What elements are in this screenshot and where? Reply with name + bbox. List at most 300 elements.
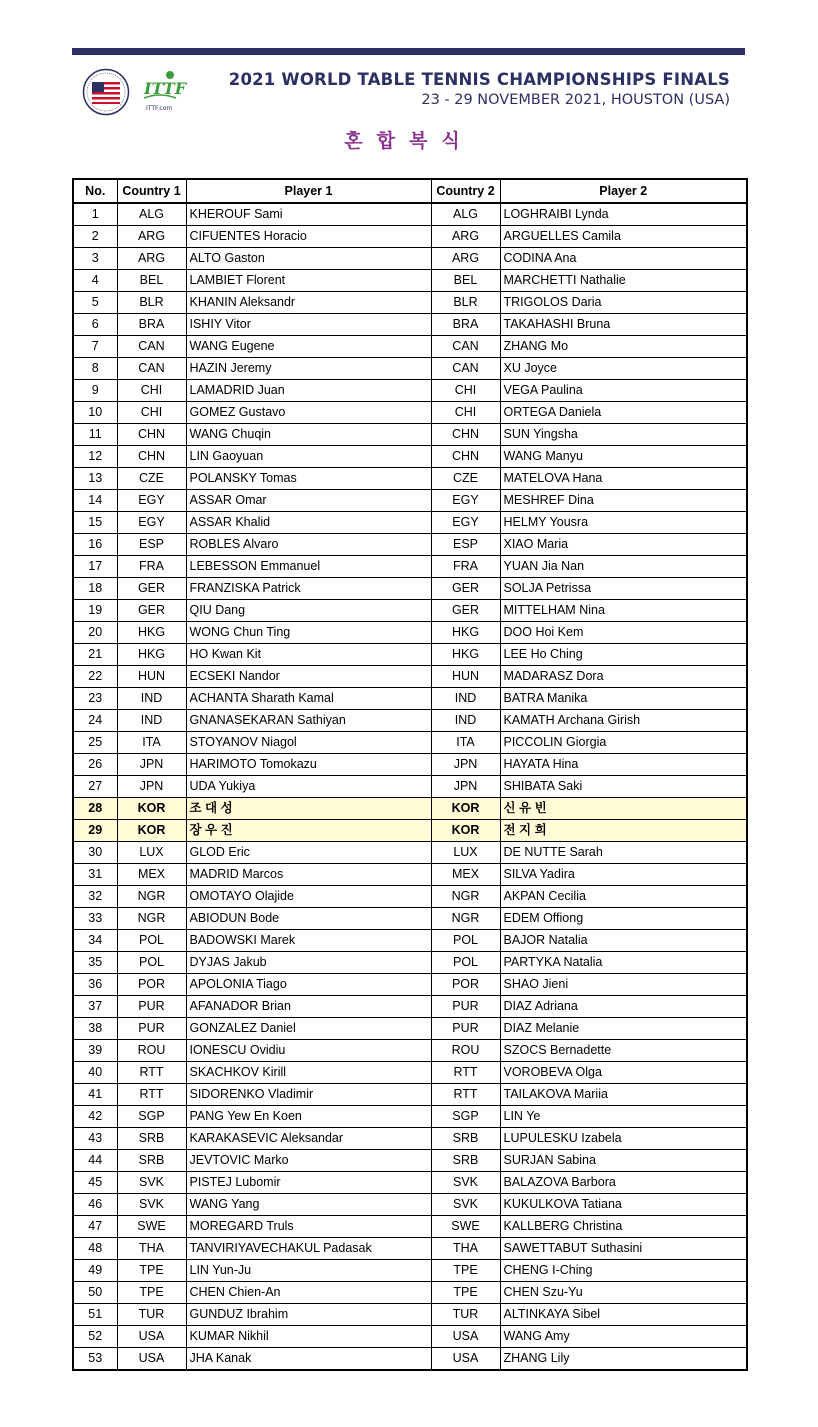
row-number-cell: 43 (73, 1128, 117, 1150)
player-2-cell: EDEM Offiong (500, 908, 747, 930)
country-2-cell: BRA (431, 314, 500, 336)
table-row (73, 534, 747, 556)
country-1-cell: NGR (117, 908, 186, 930)
row-number-cell: 22 (73, 666, 117, 688)
col-header-country-1: Country 1 (117, 179, 186, 203)
row-number-cell: 53 (73, 1348, 117, 1371)
player-1-cell: DYJAS Jakub (186, 952, 431, 974)
row-number-cell: 28 (73, 798, 117, 820)
player-1-cell: 조 대 성 (186, 798, 431, 820)
table-row (73, 1084, 747, 1106)
country-2-cell: POL (431, 930, 500, 952)
country-2-cell: ARG (431, 248, 500, 270)
country-1-cell: EGY (117, 512, 186, 534)
player-2-cell: TRIGOLOS Daria (500, 292, 747, 314)
header-top-bar (72, 48, 745, 55)
player-2-cell: SURJAN Sabina (500, 1150, 747, 1172)
row-number-cell: 35 (73, 952, 117, 974)
player-2-cell: AKPAN Cecilia (500, 886, 747, 908)
player-1-cell: PANG Yew En Koen (186, 1106, 431, 1128)
player-1-cell: MADRID Marcos (186, 864, 431, 886)
country-1-cell: HKG (117, 622, 186, 644)
row-number-cell: 46 (73, 1194, 117, 1216)
player-2-cell: MARCHETTI Nathalie (500, 270, 747, 292)
player-1-cell: AFANADOR Brian (186, 996, 431, 1018)
event-name: 혼합복식 (344, 130, 474, 152)
player-1-cell: ISHIY Vitor (186, 314, 431, 336)
table-row (73, 270, 747, 292)
country-2-cell: PUR (431, 1018, 500, 1040)
player-1-cell: HO Kwan Kit (186, 644, 431, 666)
country-2-cell: SWE (431, 1216, 500, 1238)
table-row (73, 336, 747, 358)
country-1-cell: IND (117, 710, 186, 732)
table-row (73, 1062, 747, 1084)
player-1-cell: KUMAR Nikhil (186, 1326, 431, 1348)
page-subtitle: 23 - 29 NOVEMBER 2021, HOUSTON (USA) (421, 92, 730, 108)
player-2-cell: HAYATA Hina (500, 754, 747, 776)
col-header-player-2: Player 2 (500, 179, 747, 203)
col-header-country-2: Country 2 (431, 179, 500, 203)
row-number-cell: 21 (73, 644, 117, 666)
player-1-cell: BADOWSKI Marek (186, 930, 431, 952)
country-2-cell: BEL (431, 270, 500, 292)
col-header-player-1: Player 1 (186, 179, 431, 203)
player-1-cell: CHEN Chien-An (186, 1282, 431, 1304)
player-1-cell: TANVIRIYAVECHAKUL Padasak (186, 1238, 431, 1260)
country-2-cell: CHN (431, 446, 500, 468)
player-2-cell: XIAO Maria (500, 534, 747, 556)
player-2-cell: PARTYKA Natalia (500, 952, 747, 974)
table-row (73, 226, 747, 248)
row-number-cell: 48 (73, 1238, 117, 1260)
country-2-cell: USA (431, 1348, 500, 1371)
table-row (73, 1348, 747, 1371)
country-2-cell: RTT (431, 1062, 500, 1084)
country-1-cell: USA (117, 1326, 186, 1348)
player-1-cell: ASSAR Khalid (186, 512, 431, 534)
table-row (73, 666, 747, 688)
table-row (73, 490, 747, 512)
player-1-cell: SKACHKOV Kirill (186, 1062, 431, 1084)
player-2-cell: MADARASZ Dora (500, 666, 747, 688)
row-number-cell: 40 (73, 1062, 117, 1084)
country-2-cell: CAN (431, 358, 500, 380)
col-header-no: No. (73, 179, 117, 203)
player-2-cell: MITTELHAM Nina (500, 600, 747, 622)
player-2-cell: LIN Ye (500, 1106, 747, 1128)
country-2-cell: SRB (431, 1128, 500, 1150)
row-number-cell: 12 (73, 446, 117, 468)
table-row (73, 1040, 747, 1062)
table-row (73, 710, 747, 732)
ittf-logo-text: ITTF (144, 79, 187, 98)
country-1-cell: NGR (117, 886, 186, 908)
table-row (73, 402, 747, 424)
row-number-cell: 32 (73, 886, 117, 908)
row-number-cell: 13 (73, 468, 117, 490)
player-1-cell: KHANIN Aleksandr (186, 292, 431, 314)
player-1-cell: ABIODUN Bode (186, 908, 431, 930)
table-row (73, 358, 747, 380)
table-row (73, 996, 747, 1018)
country-2-cell: ARG (431, 226, 500, 248)
player-2-cell: ARGUELLES Camila (500, 226, 747, 248)
player-2-cell: BALAZOVA Barbora (500, 1172, 747, 1194)
row-number-cell: 51 (73, 1304, 117, 1326)
country-2-cell: MEX (431, 864, 500, 886)
row-number-cell: 20 (73, 622, 117, 644)
player-1-cell: SIDORENKO Vladimir (186, 1084, 431, 1106)
player-2-cell: TAILAKOVA Mariia (500, 1084, 747, 1106)
table-row (73, 754, 747, 776)
row-number-cell: 30 (73, 842, 117, 864)
player-2-cell: CODINA Ana (500, 248, 747, 270)
row-number-cell: 29 (73, 820, 117, 842)
row-number-cell: 17 (73, 556, 117, 578)
country-2-cell: LUX (431, 842, 500, 864)
player-1-cell: FRANZISKA Patrick (186, 578, 431, 600)
table-row (73, 446, 747, 468)
player-2-cell: KAMATH Archana Girish (500, 710, 747, 732)
country-1-cell: ALG (117, 203, 186, 226)
row-number-cell: 4 (73, 270, 117, 292)
player-2-cell: WANG Manyu (500, 446, 747, 468)
player-1-cell: ROBLES Alvaro (186, 534, 431, 556)
country-2-cell: HKG (431, 644, 500, 666)
ittf-url: ITTF.com (146, 105, 173, 112)
row-number-cell: 38 (73, 1018, 117, 1040)
player-1-cell: CIFUENTES Horacio (186, 226, 431, 248)
country-2-cell: EGY (431, 512, 500, 534)
row-number-cell: 52 (73, 1326, 117, 1348)
row-number-cell: 24 (73, 710, 117, 732)
country-2-cell: PUR (431, 996, 500, 1018)
table-row (73, 600, 747, 622)
player-2-cell: ORTEGA Daniela (500, 402, 747, 424)
row-number-cell: 33 (73, 908, 117, 930)
row-number-cell: 1 (73, 203, 117, 226)
player-2-cell: SHAO Jieni (500, 974, 747, 996)
player-1-cell: HARIMOTO Tomokazu (186, 754, 431, 776)
table-row (73, 1304, 747, 1326)
country-2-cell: CHI (431, 402, 500, 424)
table-row (73, 688, 747, 710)
player-1-cell: POLANSKY Tomas (186, 468, 431, 490)
country-2-cell: SVK (431, 1194, 500, 1216)
country-2-cell: NGR (431, 886, 500, 908)
player-1-cell: QIU Dang (186, 600, 431, 622)
player-2-cell: 신 유 빈 (500, 798, 747, 820)
country-2-cell: HKG (431, 622, 500, 644)
player-1-cell: GLOD Eric (186, 842, 431, 864)
country-1-cell: PUR (117, 1018, 186, 1040)
row-number-cell: 45 (73, 1172, 117, 1194)
row-number-cell: 31 (73, 864, 117, 886)
table-row (73, 380, 747, 402)
country-1-cell: SGP (117, 1106, 186, 1128)
country-2-cell: ESP (431, 534, 500, 556)
row-number-cell: 18 (73, 578, 117, 600)
player-2-cell: WANG Amy (500, 1326, 747, 1348)
country-1-cell: SWE (117, 1216, 186, 1238)
player-2-cell: VEGA Paulina (500, 380, 747, 402)
ittf-logo (140, 66, 187, 114)
player-1-cell: STOYANOV Niagol (186, 732, 431, 754)
table-row (73, 556, 747, 578)
table-row (73, 1260, 747, 1282)
table-row (73, 248, 747, 270)
country-1-cell: TUR (117, 1304, 186, 1326)
player-2-cell: YUAN Jia Nan (500, 556, 747, 578)
country-1-cell: POR (117, 974, 186, 996)
country-1-cell: ESP (117, 534, 186, 556)
table-row (73, 578, 747, 600)
table-row (73, 1238, 747, 1260)
row-number-cell: 39 (73, 1040, 117, 1062)
country-2-cell: POL (431, 952, 500, 974)
table-row (73, 886, 747, 908)
country-2-cell: BLR (431, 292, 500, 314)
country-1-cell: GER (117, 600, 186, 622)
country-1-cell: RTT (117, 1084, 186, 1106)
country-1-cell: HUN (117, 666, 186, 688)
country-1-cell: BLR (117, 292, 186, 314)
country-1-cell: KOR (117, 820, 186, 842)
player-1-cell: ALTO Gaston (186, 248, 431, 270)
country-1-cell: BRA (117, 314, 186, 336)
country-2-cell: POR (431, 974, 500, 996)
country-2-cell: SGP (431, 1106, 500, 1128)
player-1-cell: OMOTAYO Olajide (186, 886, 431, 908)
table-row (73, 512, 747, 534)
country-1-cell: PUR (117, 996, 186, 1018)
player-1-cell: LAMADRID Juan (186, 380, 431, 402)
player-1-cell: KARAKASEVIC Aleksandar (186, 1128, 431, 1150)
player-1-cell: KHEROUF Sami (186, 203, 431, 226)
country-1-cell: ARG (117, 226, 186, 248)
player-1-cell: GONZALEZ Daniel (186, 1018, 431, 1040)
table-row (73, 974, 747, 996)
country-1-cell: ROU (117, 1040, 186, 1062)
table-row (73, 908, 747, 930)
country-1-cell: SVK (117, 1172, 186, 1194)
country-1-cell: RTT (117, 1062, 186, 1084)
table-row (73, 468, 747, 490)
player-1-cell: GOMEZ Gustavo (186, 402, 431, 424)
country-1-cell: SRB (117, 1150, 186, 1172)
row-number-cell: 6 (73, 314, 117, 336)
player-2-cell: 전 지 희 (500, 820, 747, 842)
country-1-cell: TPE (117, 1282, 186, 1304)
player-1-cell: IONESCU Ovidiu (186, 1040, 431, 1062)
player-1-cell: GUNDUZ Ibrahim (186, 1304, 431, 1326)
row-number-cell: 5 (73, 292, 117, 314)
country-2-cell: NGR (431, 908, 500, 930)
country-1-cell: MEX (117, 864, 186, 886)
player-2-cell: CHENG I-Ching (500, 1260, 747, 1282)
country-2-cell: IND (431, 710, 500, 732)
country-2-cell: CZE (431, 468, 500, 490)
player-2-cell: ZHANG Lily (500, 1348, 747, 1371)
table-row (73, 798, 747, 820)
player-2-cell: SOLJA Petrissa (500, 578, 747, 600)
country-1-cell: CHI (117, 402, 186, 424)
table-row (73, 1194, 747, 1216)
row-number-cell: 50 (73, 1282, 117, 1304)
player-1-cell: HAZIN Jeremy (186, 358, 431, 380)
country-2-cell: TUR (431, 1304, 500, 1326)
row-number-cell: 41 (73, 1084, 117, 1106)
player-2-cell: PICCOLIN Giorgia (500, 732, 747, 754)
table-row (73, 644, 747, 666)
row-number-cell: 23 (73, 688, 117, 710)
country-2-cell: THA (431, 1238, 500, 1260)
row-number-cell: 42 (73, 1106, 117, 1128)
player-1-cell: LIN Yun-Ju (186, 1260, 431, 1282)
country-2-cell: JPN (431, 776, 500, 798)
player-2-cell: LUPULESKU Izabela (500, 1128, 747, 1150)
row-number-cell: 36 (73, 974, 117, 996)
table-row (73, 622, 747, 644)
player-1-cell: WANG Chuqin (186, 424, 431, 446)
table-row (73, 424, 747, 446)
country-1-cell: LUX (117, 842, 186, 864)
table-row (73, 776, 747, 798)
country-2-cell: USA (431, 1326, 500, 1348)
country-2-cell: GER (431, 600, 500, 622)
country-2-cell: TPE (431, 1260, 500, 1282)
player-2-cell: KUKULKOVA Tatiana (500, 1194, 747, 1216)
row-number-cell: 19 (73, 600, 117, 622)
country-2-cell: RTT (431, 1084, 500, 1106)
player-1-cell: GNANASEKARAN Sathiyan (186, 710, 431, 732)
table-row (73, 1018, 747, 1040)
player-2-cell: SILVA Yadira (500, 864, 747, 886)
row-number-cell: 37 (73, 996, 117, 1018)
country-1-cell: CHI (117, 380, 186, 402)
player-2-cell: MATELOVA Hana (500, 468, 747, 490)
country-2-cell: KOR (431, 820, 500, 842)
player-1-cell: ASSAR Omar (186, 490, 431, 512)
entries-table (72, 178, 748, 1371)
country-2-cell: HUN (431, 666, 500, 688)
country-1-cell: POL (117, 930, 186, 952)
row-number-cell: 25 (73, 732, 117, 754)
country-1-cell: CHN (117, 424, 186, 446)
player-2-cell: CHEN Szu-Yu (500, 1282, 747, 1304)
country-2-cell: TPE (431, 1282, 500, 1304)
country-1-cell: BEL (117, 270, 186, 292)
country-1-cell: THA (117, 1238, 186, 1260)
player-2-cell: ALTINKAYA Sibel (500, 1304, 747, 1326)
player-2-cell: SAWETTABUT Suthasini (500, 1238, 747, 1260)
row-number-cell: 49 (73, 1260, 117, 1282)
country-1-cell: SVK (117, 1194, 186, 1216)
country-1-cell: CZE (117, 468, 186, 490)
country-1-cell: ARG (117, 248, 186, 270)
player-1-cell: ACHANTA Sharath Kamal (186, 688, 431, 710)
table-row (73, 203, 747, 226)
player-1-cell: PISTEJ Lubomir (186, 1172, 431, 1194)
table-header-row (73, 179, 747, 203)
table-row (73, 1326, 747, 1348)
row-number-cell: 15 (73, 512, 117, 534)
country-2-cell: IND (431, 688, 500, 710)
table-row (73, 864, 747, 886)
country-1-cell: EGY (117, 490, 186, 512)
table-row (73, 314, 747, 336)
player-2-cell: LOGHRAIBI Lynda (500, 203, 747, 226)
row-number-cell: 7 (73, 336, 117, 358)
player-1-cell: MOREGARD Truls (186, 1216, 431, 1238)
table-row (73, 1106, 747, 1128)
player-2-cell: BATRA Manika (500, 688, 747, 710)
table-row (73, 820, 747, 842)
player-1-cell: LAMBIET Florent (186, 270, 431, 292)
table-row (73, 1128, 747, 1150)
player-2-cell: KALLBERG Christina (500, 1216, 747, 1238)
player-1-cell: LIN Gaoyuan (186, 446, 431, 468)
country-2-cell: ALG (431, 203, 500, 226)
row-number-cell: 34 (73, 930, 117, 952)
row-number-cell: 11 (73, 424, 117, 446)
table-row (73, 930, 747, 952)
row-number-cell: 27 (73, 776, 117, 798)
player-2-cell: VOROBEVA Olga (500, 1062, 747, 1084)
player-2-cell: LEE Ho Ching (500, 644, 747, 666)
table-row (73, 1172, 747, 1194)
country-2-cell: CHN (431, 424, 500, 446)
table-row (73, 842, 747, 864)
country-2-cell: SVK (431, 1172, 500, 1194)
player-2-cell: DE NUTTE Sarah (500, 842, 747, 864)
row-number-cell: 3 (73, 248, 117, 270)
page-title: 2021 WORLD TABLE TENNIS CHAMPIONSHIPS FINALS (228, 70, 730, 89)
row-number-cell: 9 (73, 380, 117, 402)
player-1-cell: ECSEKI Nandor (186, 666, 431, 688)
country-2-cell: FRA (431, 556, 500, 578)
country-1-cell: JPN (117, 776, 186, 798)
table-row (73, 952, 747, 974)
player-2-cell: DIAZ Adriana (500, 996, 747, 1018)
player-2-cell: SHIBATA Saki (500, 776, 747, 798)
country-1-cell: CHN (117, 446, 186, 468)
usa-table-tennis-logo (82, 68, 130, 116)
row-number-cell: 16 (73, 534, 117, 556)
row-number-cell: 26 (73, 754, 117, 776)
country-1-cell: IND (117, 688, 186, 710)
country-2-cell: SRB (431, 1150, 500, 1172)
country-1-cell: FRA (117, 556, 186, 578)
country-1-cell: SRB (117, 1128, 186, 1150)
table-row (73, 732, 747, 754)
row-number-cell: 8 (73, 358, 117, 380)
country-1-cell: KOR (117, 798, 186, 820)
player-2-cell: HELMY Yousra (500, 512, 747, 534)
player-1-cell: WANG Yang (186, 1194, 431, 1216)
row-number-cell: 10 (73, 402, 117, 424)
player-1-cell: JHA Kanak (186, 1348, 431, 1371)
row-number-cell: 47 (73, 1216, 117, 1238)
player-1-cell: WANG Eugene (186, 336, 431, 358)
country-1-cell: CAN (117, 358, 186, 380)
country-2-cell: CAN (431, 336, 500, 358)
country-2-cell: EGY (431, 490, 500, 512)
country-2-cell: CHI (431, 380, 500, 402)
player-2-cell: SZOCS Bernadette (500, 1040, 747, 1062)
country-2-cell: GER (431, 578, 500, 600)
